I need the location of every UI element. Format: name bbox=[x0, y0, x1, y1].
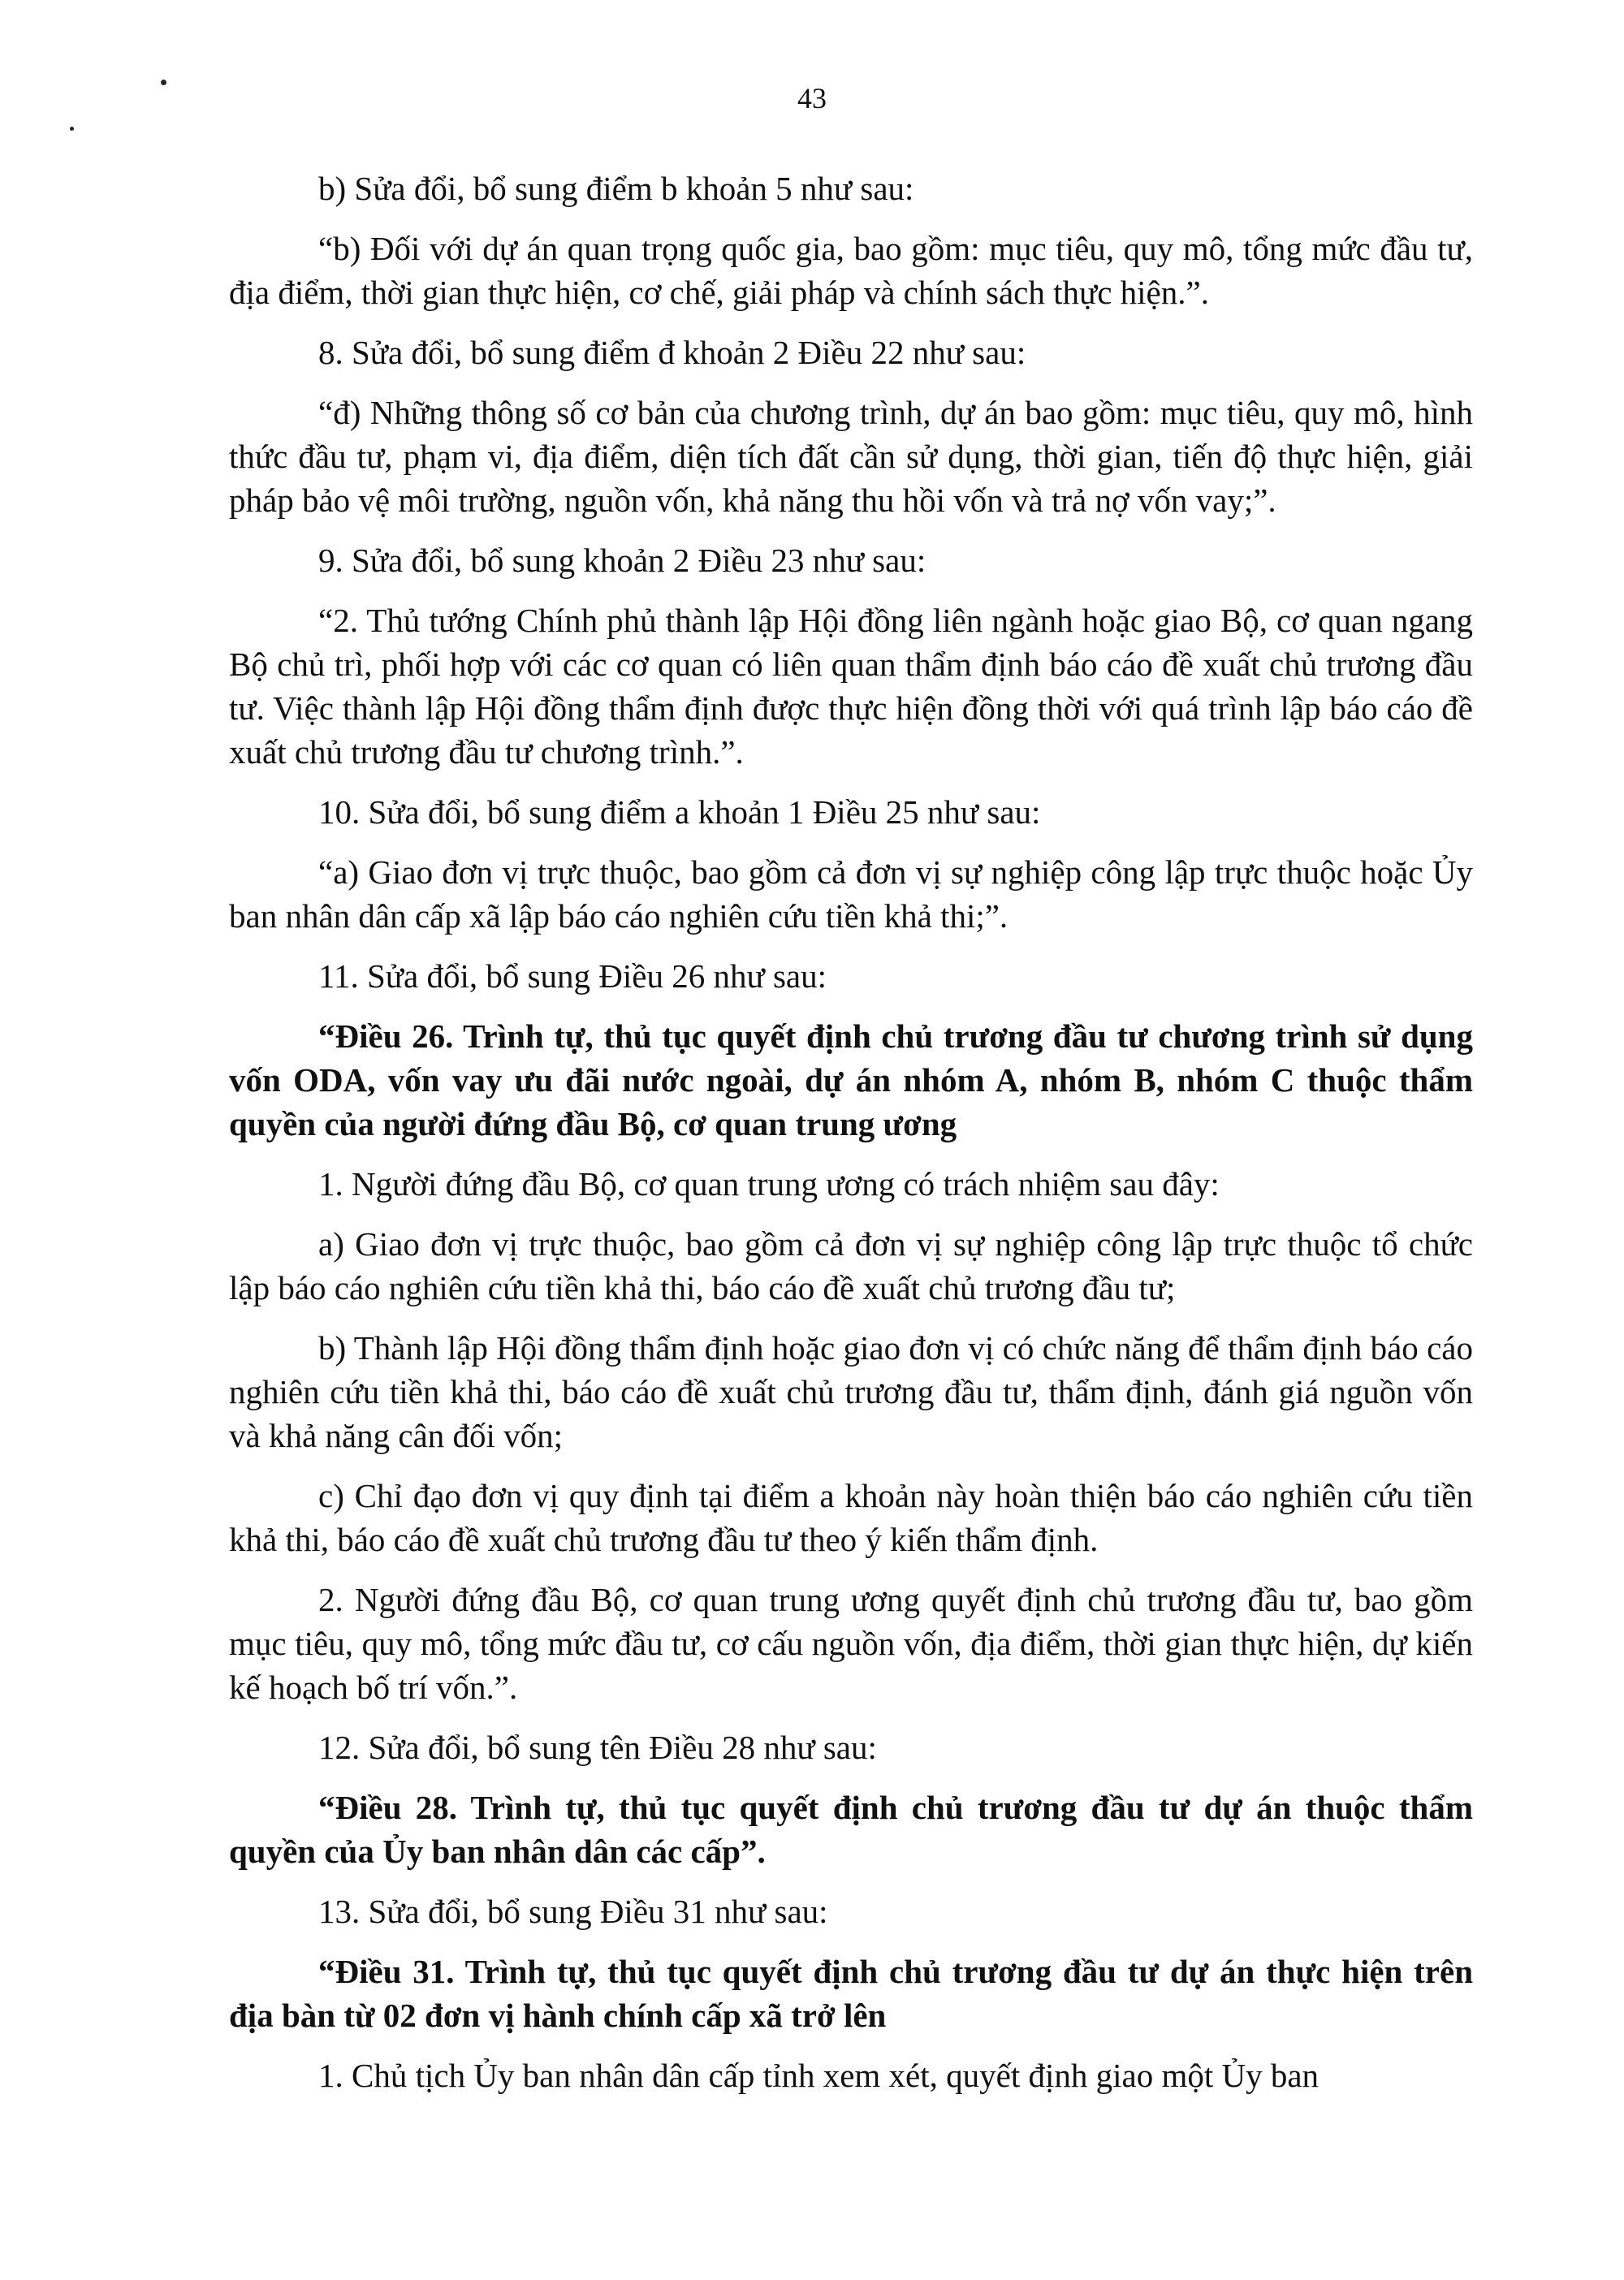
article-heading: “Điều 28. Trình tự, thủ tục quyết định chủ trương đầu tư dự án thuộc thẩm quyền của Ủy ban nhân dân các cấp”. bbox=[229, 1789, 1473, 1870]
paragraph: 1. Người đứng đầu Bộ, cơ quan trung ương có trách nhiệm sau đây: bbox=[318, 1165, 1220, 1203]
paragraph: 13. Sửa đổi, bổ sung Điều 31 như sau: bbox=[318, 1893, 828, 1930]
paragraph: 8. Sửa đổi, bổ sung điểm đ khoản 2 Điều 22 như sau: bbox=[318, 334, 1026, 371]
paragraph: 12. Sửa đổi, bổ sung tên Điều 28 như sau: bbox=[318, 1729, 877, 1766]
paragraph: b) Sửa đổi, bổ sung điểm b khoản 5 như sau: bbox=[318, 170, 914, 207]
page-number: 43 bbox=[797, 82, 827, 114]
paragraph: “a) Giao đơn vị trực thuộc, bao gồm cả đơn vị sự nghiệp công lập trực thuộc hoặc Ủy ban nhân dân cấp xã lập báo cáo nghiên cứu tiền khả thi;”. bbox=[229, 853, 1473, 935]
paragraph: “b) Đối với dự án quan trọng quốc gia, bao gồm: mục tiêu, quy mô, tổng mức đầu tư, địa điểm, thời gian thực hiện, cơ chế, giải pháp và chính sách thực hiện.”. bbox=[229, 230, 1473, 311]
paragraph: 1. Chủ tịch Ủy ban nhân dân cấp tỉnh xem xét, quyết định giao một Ủy ban bbox=[318, 2057, 1320, 2094]
paragraph: 10. Sửa đổi, bổ sung điểm a khoản 1 Điều 25 như sau: bbox=[318, 793, 1041, 831]
paragraph: a) Giao đơn vị trực thuộc, bao gồm cả đơn vị sự nghiệp công lập trực thuộc tổ chức lập báo cáo nghiên cứu tiền khả thi, báo cáo đề xuất chủ trương đầu tư; bbox=[229, 1225, 1473, 1306]
paragraph: “đ) Những thông số cơ bản của chương trình, dự án bao gồm: mục tiêu, quy mô, hình thức đầu tư, phạm vi, địa điểm, diện tích đất cần sử dụng, thời gian, tiến độ thực hiện, giải pháp bảo vệ môi trường, nguồn vốn, khả năng thu hồi vốn và trả nợ vốn vay;”. bbox=[229, 394, 1473, 519]
document-body bbox=[229, 166, 1473, 2114]
paragraph: 11. Sửa đổi, bổ sung Điều 26 như sau: bbox=[318, 957, 827, 995]
paragraph: 2. Người đứng đầu Bộ, cơ quan trung ương quyết định chủ trương đầu tư, bao gồm mục tiêu, quy mô, tổng mức đầu tư, cơ cấu nguồn vốn, địa điểm, thời gian thực hiện, dự kiến kế hoạch bố trí vốn.”. bbox=[229, 1581, 1473, 1706]
article-heading: “Điều 26. Trình tự, thủ tục quyết định chủ trương đầu tư chương trình sử dụng vốn ODA, vốn vay ưu đãi nước ngoài, dự án nhóm A, nhóm B, nhóm C thuộc thẩm quyền của người đứng đầu Bộ, cơ quan trung ương bbox=[229, 1017, 1473, 1142]
paragraph: b) Thành lập Hội đồng thẩm định hoặc giao đơn vị có chức năng để thẩm định báo cáo nghiên cứu tiền khả thi, báo cáo đề xuất chủ trương đầu tư, thẩm định, đánh giá nguồn vốn và khả năng cân đối vốn; bbox=[229, 1329, 1473, 1454]
paragraph: c) Chỉ đạo đơn vị quy định tại điểm a khoản này hoàn thiện báo cáo nghiên cứu tiền khả thi, báo cáo đề xuất chủ trương đầu tư theo ý kiến thẩm định. bbox=[229, 1477, 1473, 1558]
article-heading: “Điều 31. Trình tự, thủ tục quyết định chủ trương đầu tư dự án thực hiện trên địa bàn từ 02 đơn vị hành chính cấp xã trở lên bbox=[229, 1953, 1473, 2034]
paragraph: “2. Thủ tướng Chính phủ thành lập Hội đồng liên ngành hoặc giao Bộ, cơ quan ngang Bộ chủ trì, phối hợp với các cơ quan có liên quan thẩm định báo cáo đề xuất chủ trương đầu tư. Việc thành lập Hội đồng thẩm định được thực hiện đồng thời với quá trình lập báo cáo đề xuất chủ trương đầu tư chương trình.”. bbox=[229, 602, 1473, 771]
scan-speck bbox=[70, 127, 74, 131]
paragraph: 9. Sửa đổi, bổ sung khoản 2 Điều 23 như sau: bbox=[318, 542, 926, 579]
